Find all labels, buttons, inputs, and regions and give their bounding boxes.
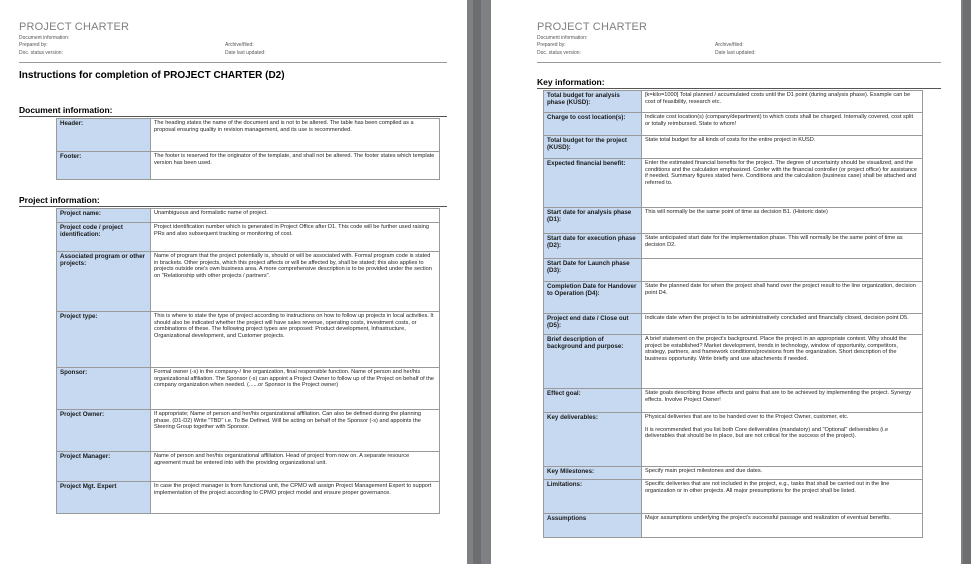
row-label: Sponsor:	[57, 368, 151, 410]
row-label: Associated program or other projects:	[57, 252, 151, 312]
row-label: Project end date / Close out (D5):	[544, 314, 642, 335]
row-label: Project Owner:	[57, 410, 151, 452]
row-text: Major assumptions underlying the project's successful passage and realization of eventual benefits.	[642, 514, 923, 538]
row-text: The heading states the name of the document and is not to be altered. The table has been compiled as a proposal ensuring quality in revision management, and its use is recommended.	[151, 119, 440, 152]
row-text: This will normally be the same point of time as decision B1. (Historic date)	[642, 208, 923, 234]
header-date-updated: Date last updated:	[715, 50, 756, 56]
row-label: Start date for analysis phase (D1):	[544, 208, 642, 234]
row-label: Project code / project identification:	[57, 223, 151, 252]
project-information-heading: Project information:	[19, 195, 100, 205]
header-doc-status: Doc. status version:	[19, 50, 63, 56]
row-label: Limitations:	[544, 480, 642, 514]
row-text: If appropriate; Name of person and her/his organizational affiliation. Can also be defined during the planning phase. (D1-D2) Write "TBD" i.e. To Be Defined. Will be acting on behalf of the Sponsor (-s) and appoints the Steering Group together with Sponsor.	[151, 410, 440, 452]
header-rule	[537, 62, 941, 63]
table-row	[57, 252, 440, 312]
table-row	[57, 452, 440, 482]
row-label: Effect goal:	[544, 389, 642, 413]
header-archive-filed: Archive/filed:	[225, 42, 254, 48]
row-text: State goals describing those effects and gains that are to be achieved by implementing the project. Synergy effects. Involve Project Owner!	[642, 389, 923, 413]
key-information-heading: Key information:	[537, 77, 605, 87]
row-text: State anticipated start date for the implementation phase. This will normally be the same point of time as decision D2.	[642, 234, 923, 259]
table-row	[544, 282, 923, 314]
row-text: Unambiguous and formalistic name of project.	[151, 209, 440, 223]
key-information-table	[543, 90, 923, 538]
row-text	[642, 259, 923, 282]
header-archive-filed: Archive/filed:	[715, 42, 744, 48]
row-text: Indicate date when the project is to be administratively concluded and financially closed, decision point D5.	[642, 314, 923, 335]
row-label: Project Mgt. Expert	[57, 482, 151, 514]
table-row	[57, 482, 440, 514]
row-label: Project name:	[57, 209, 151, 223]
table-row	[544, 514, 923, 538]
row-label: Total budget for the project (KUSD):	[544, 136, 642, 159]
header-date-updated: Date last updated:	[225, 50, 266, 56]
row-label: Project Manager:	[57, 452, 151, 482]
project-information-rule	[19, 206, 447, 207]
table-row	[57, 368, 440, 410]
row-label: Footer:	[57, 152, 151, 180]
header-doc-info: Document information:	[19, 35, 70, 41]
right-page	[491, 0, 961, 564]
left-page	[0, 0, 467, 564]
row-text: The footer is reserved for the originator of the template, and shall not be altered. The footer states which template version has been used.	[151, 152, 440, 180]
project-information-table	[56, 208, 440, 514]
row-text: Project identification number which is generated in Project Office after D1. This code will be further used raising PRs and also subsequent tracking or monitoring of cost.	[151, 223, 440, 252]
header-prepared-by: Prepared by:	[19, 42, 48, 48]
row-label: Assumptions	[544, 514, 642, 538]
row-label: Project type:	[57, 312, 151, 368]
row-text: Specify main project milestones and due dates.	[642, 467, 923, 480]
header-doc-info: Document information:	[537, 35, 588, 41]
row-text: Specific deliveries that are not included in the project, e.g., tasks that shall be carried out in the line organization or in other projects. All major presumptions for the project shall be listed.	[642, 480, 923, 514]
row-text: In case the project manager is from functional unit, the CPMO will assign Project Management Expert to support implementation of the project according to CPMO project model and ensure proper governance.	[151, 482, 440, 514]
header-doc-status: Doc. status version:	[537, 50, 581, 56]
table-row	[544, 259, 923, 282]
table-row	[544, 467, 923, 480]
table-row	[544, 234, 923, 259]
row-text: State the planned date for when the project shall hand over the project result to the line organization, decision point D4.	[642, 282, 923, 314]
row-text: [k=kilo=1000] Total planned / accumulated costs until the D1 point (during analysis phase). Example can be cost of feasibility, research etc.	[642, 91, 923, 113]
row-label: Completion Date for Handover to Operation (D4):	[544, 282, 642, 314]
table-row	[544, 91, 923, 113]
vertical-scrollbar[interactable]	[963, 0, 971, 564]
header-title: PROJECT CHARTER	[19, 21, 130, 33]
row-text: Physical deliveries that are to be handed over to the Project Owner, customer, etc.	[645, 414, 849, 420]
table-row	[57, 223, 440, 252]
row-text: Indicate cost location(s) (company/department) to which costs shall be charged. Internally covered, cost split or totally reimbursed. State to whom!	[642, 113, 923, 136]
row-label: Start date for execution phase (D2):	[544, 234, 642, 259]
table-row	[544, 335, 923, 389]
table-row	[544, 159, 923, 208]
table-row	[57, 209, 440, 223]
row-text: A brief statement on the project's background. Place the project in an appropriate context. Why should the project be established? Market development, trends in technology, window of opportunity, competitors, strategy, partners, and framework conditions/provisions from the organization. Short description of the business opportunity. Write briefly and use attachments if needed.	[642, 335, 923, 389]
row-text: Name of person and her/his organizational affiliation. Head of project from now on. A separate resource agreement must be entered into with the providing organizational unit.	[151, 452, 440, 482]
table-row	[544, 136, 923, 159]
row-label: Charge to cost location(s):	[544, 113, 642, 136]
row-text: Formal owner (-s) in the company-/ line organization, final responsible function. Name of person and her/his organizational affiliation. The Sponsor (-s) can appoint a Project Owner to follow up of the Project on behalf of the company organization when needed. (......or Sponsor is the Project owner)	[151, 368, 440, 410]
document-information-rule	[19, 116, 447, 117]
row-text: This is where to state the type of project according to instructions on how to follow up projects in local activities. It should also be indicated whether the project will have sales revenue, operating costs, investment costs, or combinations of these. The following project types are proposed: Product development, Infrastructure, Organizational development, and Customer projects.	[151, 312, 440, 368]
instructions-heading: Instructions for completion of PROJECT CHARTER (D2)	[19, 70, 285, 81]
table-row	[544, 413, 923, 467]
table-row	[544, 314, 923, 335]
table-row	[57, 119, 440, 152]
row-label: Brief description of background and purpose:	[544, 335, 642, 389]
table-row	[544, 389, 923, 413]
header-rule	[19, 62, 447, 63]
row-text: State total budget for all kinds of costs for the entire project in KUSD.	[642, 136, 923, 159]
row-label: Key Milestones:	[544, 467, 642, 480]
row-label: Header:	[57, 119, 151, 152]
table-row	[544, 480, 923, 514]
key-information-rule	[537, 88, 941, 89]
header-title: PROJECT CHARTER	[537, 21, 648, 33]
table-row	[57, 152, 440, 180]
row-label: Total budget for analysis phase (KUSD):	[544, 91, 642, 113]
table-row	[544, 208, 923, 234]
row-text-secondary: It is recommended that you list both Core deliverables (mandatory) and "Optional" deliverables (i.e deliverables that should be in place, but are not critical for the success of the project).	[645, 426, 889, 440]
page-gap	[473, 0, 481, 564]
row-label: Expected financial benefit:	[544, 159, 642, 208]
document-information-heading: Document information:	[19, 105, 113, 115]
table-row	[57, 312, 440, 368]
table-row	[544, 113, 923, 136]
row-text: Name of program that the project potentially is, should or will be associated with. Formal program code is stated in brackets. Other projects, which this project affects or will be affected by, shall be stated; this also applies to projects outside one's own business area. A more comprehensive description is to be provided under the section on "Relationship with other projects / partners".	[151, 252, 440, 312]
header-prepared-by: Prepared by:	[537, 42, 566, 48]
document-information-table	[56, 118, 440, 180]
row-text-cell	[642, 413, 923, 467]
row-label: Key deliverables:	[544, 413, 642, 467]
row-text: Enter the estimated financial benefits for the project. The degree of uncertainty should be visualized, and the conditions and the calculation emphasized. Confer with the financial controller (or project office) for assistance if needed. Summary figures stated here. Conditions and the calculation (business case) shall be attached and referred to.	[642, 159, 923, 208]
table-row	[57, 410, 440, 452]
row-label: Start Date for Launch phase (D3):	[544, 259, 642, 282]
